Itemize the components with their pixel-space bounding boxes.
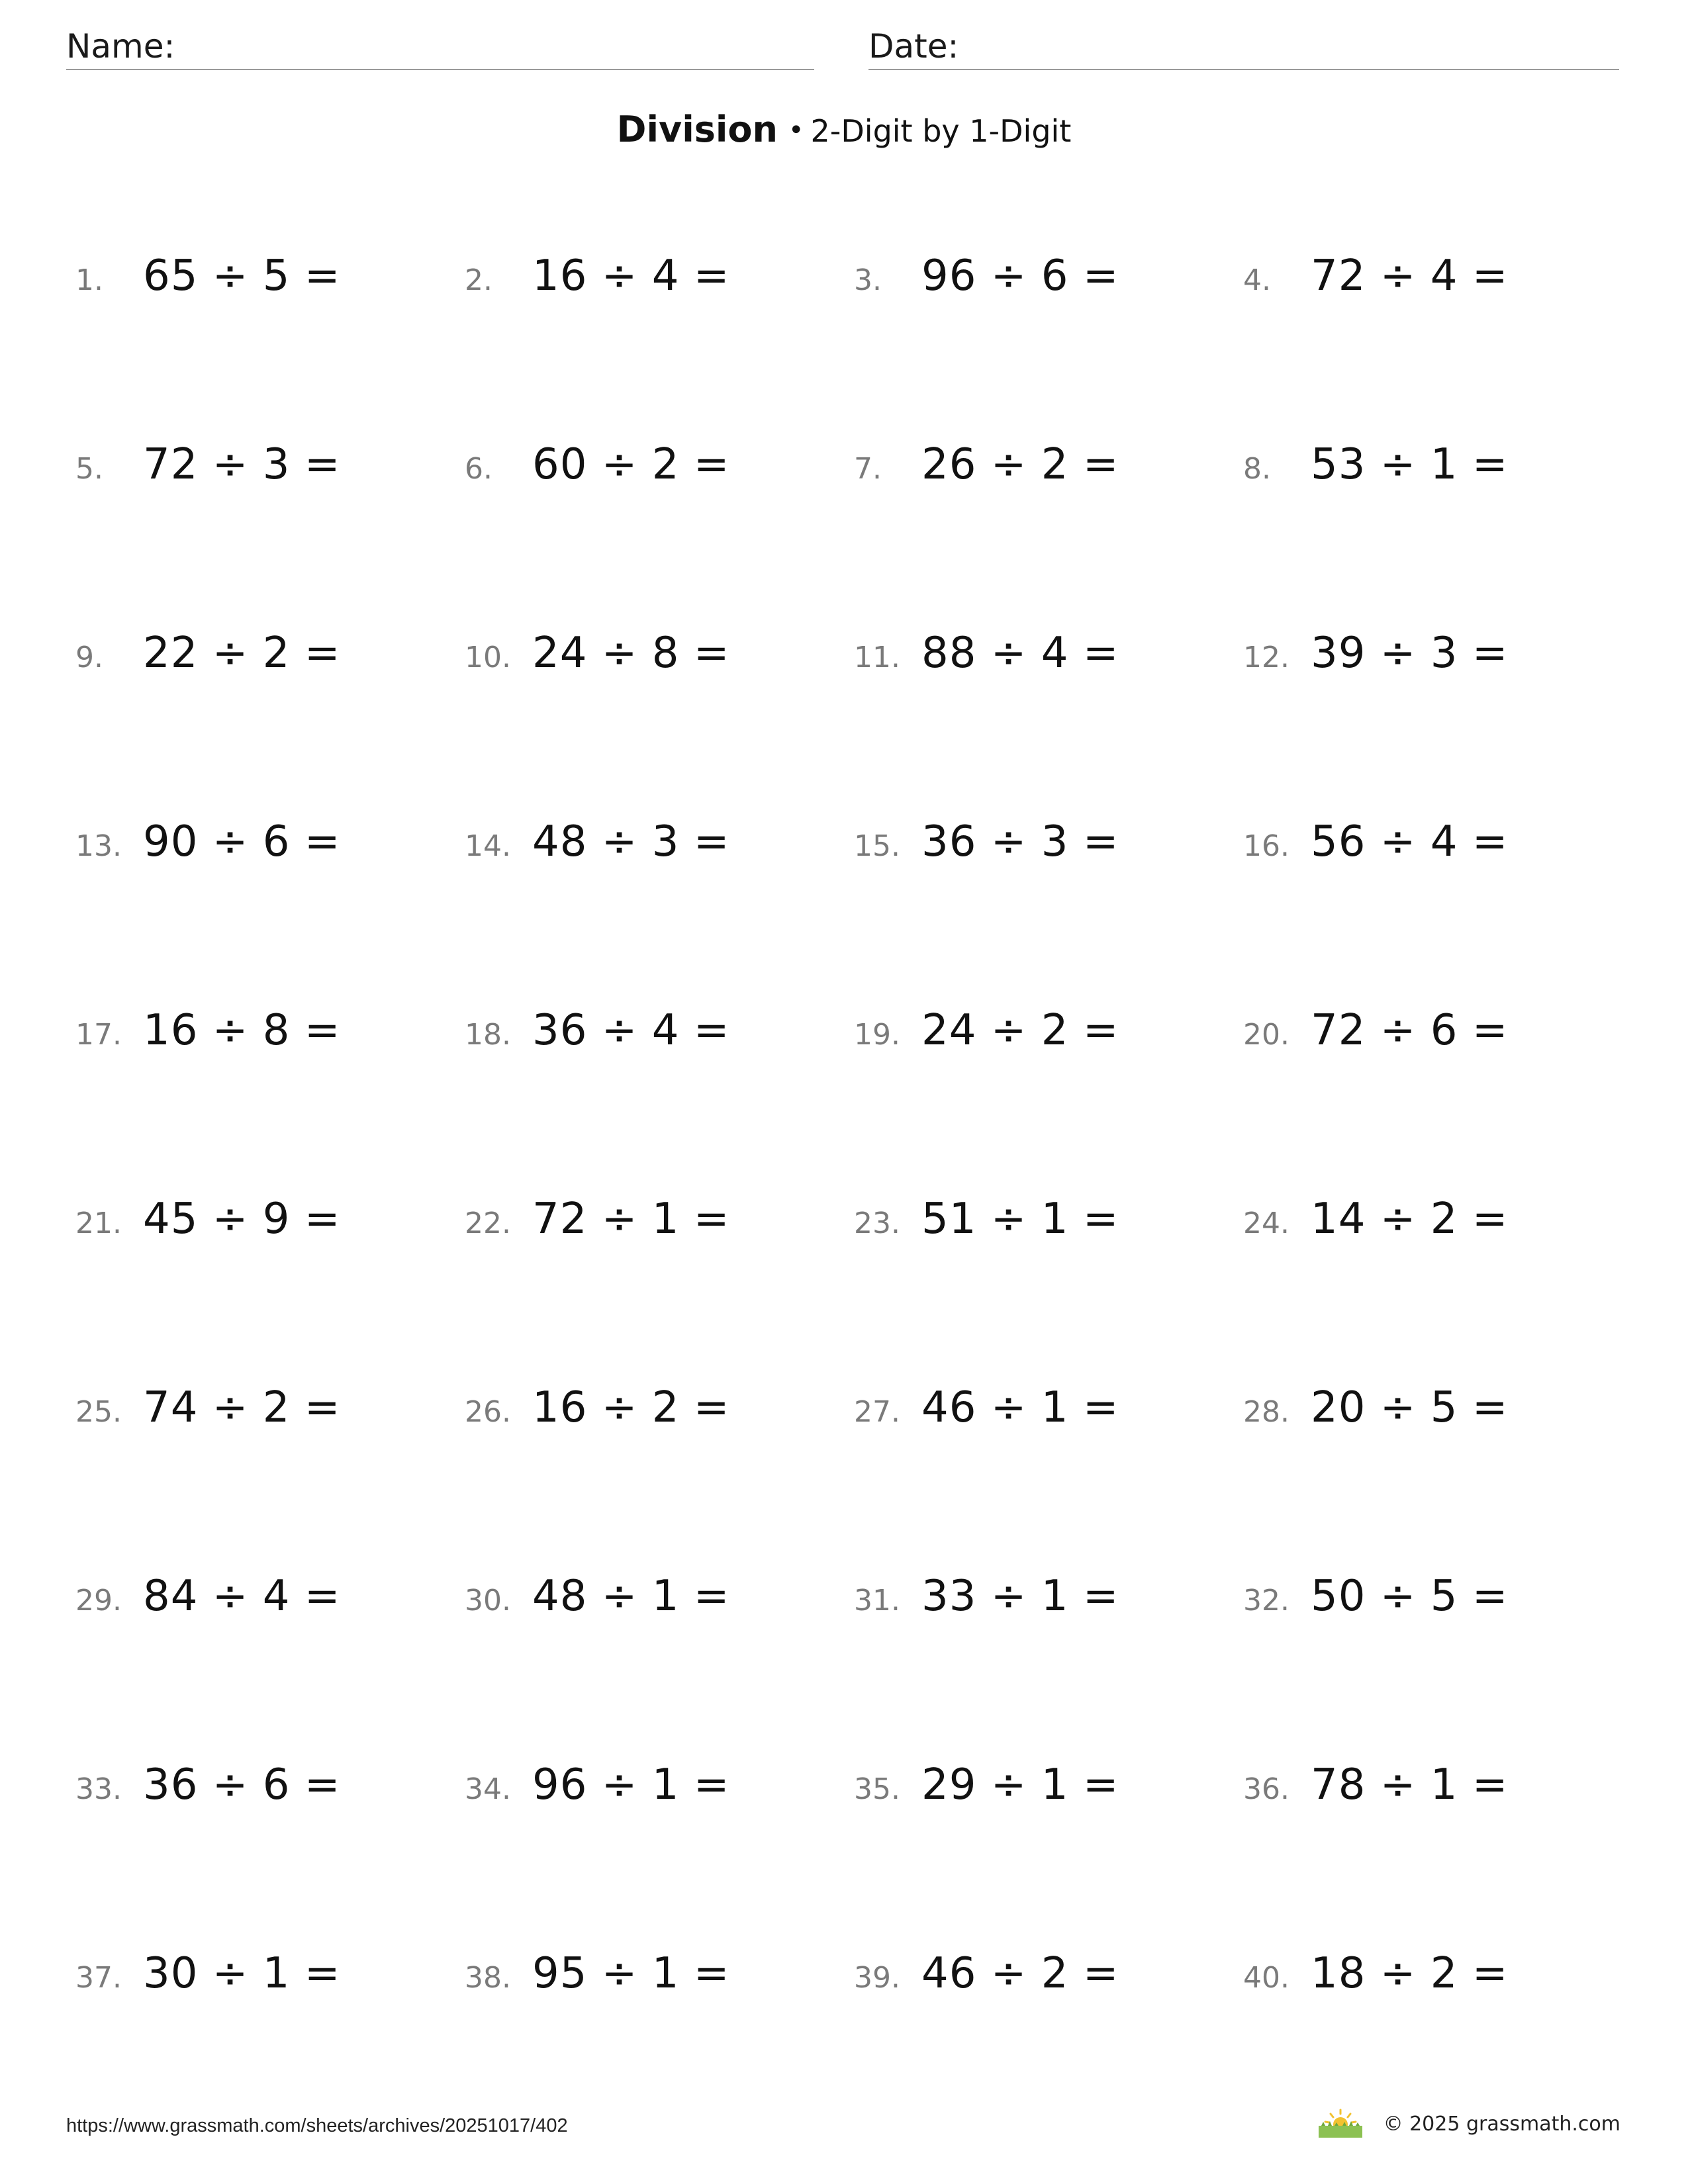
problem-number: 10. — [465, 641, 511, 674]
problem-item — [1243, 629, 1508, 695]
problem-expression: 96 ÷ 6 = — [921, 251, 1119, 300]
problem-item — [465, 1383, 729, 1449]
problem-expression: 46 ÷ 1 = — [921, 1383, 1119, 1432]
problem-item — [75, 1195, 340, 1261]
problem-item — [1243, 1949, 1508, 2015]
problem-number: 40. — [1243, 1961, 1289, 1995]
problem-expression: 46 ÷ 2 = — [921, 1949, 1119, 1998]
problem-number: 39. — [854, 1961, 900, 1995]
problem-expression: 48 ÷ 1 = — [532, 1572, 730, 1621]
problem-expression: 72 ÷ 3 = — [143, 440, 341, 489]
problem-item — [75, 1760, 340, 1827]
problem-item — [75, 1006, 340, 1072]
problem-expression: 16 ÷ 8 = — [143, 1006, 341, 1055]
problem-number: 34. — [465, 1772, 511, 1806]
problem-expression: 74 ÷ 2 = — [143, 1383, 341, 1432]
problem-item — [1243, 1760, 1508, 1827]
problem-expression: 20 ÷ 5 = — [1311, 1383, 1509, 1432]
copyright-text: © 2025 grassmath.com — [1383, 2112, 1620, 2136]
name-field[interactable] — [66, 23, 814, 70]
problem-item — [854, 1006, 1119, 1072]
problem-item — [854, 817, 1119, 884]
problem-number: 32. — [1243, 1584, 1289, 1617]
problem-expression: 88 ÷ 4 = — [921, 629, 1119, 678]
problem-number: 14. — [465, 829, 511, 863]
problem-item — [465, 629, 729, 695]
problem-item — [465, 1949, 729, 2015]
worksheet-title — [0, 106, 1688, 162]
problem-expression: 90 ÷ 6 = — [143, 817, 341, 866]
problem-item — [1243, 1006, 1508, 1072]
problem-number: 38. — [465, 1961, 511, 1995]
title-subtitle: 2-Digit by 1-Digit — [810, 113, 1072, 149]
problem-number: 31. — [854, 1584, 900, 1617]
problem-number: 25. — [75, 1395, 122, 1429]
problem-item — [75, 629, 340, 695]
problem-expression: 16 ÷ 2 = — [532, 1383, 730, 1432]
problem-number: 24. — [1243, 1206, 1289, 1240]
problem-number: 13. — [75, 829, 122, 863]
problem-number: 20. — [1243, 1018, 1289, 1052]
problem-number: 29. — [75, 1584, 122, 1617]
footer-brand — [1317, 2109, 1620, 2139]
problem-expression: 36 ÷ 4 = — [532, 1006, 730, 1055]
problem-item — [75, 1949, 340, 2015]
problem-item — [854, 1195, 1119, 1261]
problem-item — [75, 1383, 340, 1449]
problem-number: 19. — [854, 1018, 900, 1052]
date-field[interactable] — [868, 23, 1619, 70]
problem-expression: 72 ÷ 1 = — [532, 1195, 730, 1244]
problem-expression: 22 ÷ 2 = — [143, 629, 341, 678]
problem-expression: 50 ÷ 5 = — [1311, 1572, 1509, 1621]
problem-expression: 72 ÷ 4 = — [1311, 251, 1509, 300]
problem-number: 7. — [854, 452, 882, 486]
problem-expression: 78 ÷ 1 = — [1311, 1760, 1509, 1809]
problem-item — [75, 817, 340, 884]
problem-expression: 48 ÷ 3 = — [532, 817, 730, 866]
problem-number: 11. — [854, 641, 900, 674]
problem-number: 28. — [1243, 1395, 1289, 1429]
problem-item — [465, 817, 729, 884]
problem-item — [854, 440, 1119, 506]
problem-number: 37. — [75, 1961, 122, 1995]
problem-expression: 51 ÷ 1 = — [921, 1195, 1119, 1244]
problem-expression: 30 ÷ 1 = — [143, 1949, 341, 1998]
problem-item — [854, 1572, 1119, 1638]
problem-expression: 16 ÷ 4 = — [532, 251, 730, 300]
problem-expression: 60 ÷ 2 = — [532, 440, 730, 489]
problem-item — [465, 1572, 729, 1638]
problem-expression: 56 ÷ 4 = — [1311, 817, 1509, 866]
problem-number: 36. — [1243, 1772, 1289, 1806]
problem-number: 18. — [465, 1018, 511, 1052]
problem-expression: 24 ÷ 2 = — [921, 1006, 1119, 1055]
problem-item — [465, 1195, 729, 1261]
problem-expression: 53 ÷ 1 = — [1311, 440, 1509, 489]
problem-expression: 36 ÷ 3 = — [921, 817, 1119, 866]
problem-number: 8. — [1243, 452, 1271, 486]
problem-item — [75, 440, 340, 506]
date-label: Date: — [868, 27, 959, 66]
problem-number: 5. — [75, 452, 103, 486]
problem-number: 3. — [854, 263, 882, 297]
sun-over-grass-icon — [1317, 2109, 1364, 2139]
problem-item — [465, 1006, 729, 1072]
problem-number: 22. — [465, 1206, 511, 1240]
problem-expression: 84 ÷ 4 = — [143, 1572, 341, 1621]
problem-number: 26. — [465, 1395, 511, 1429]
problem-number: 16. — [1243, 829, 1289, 863]
problem-item — [854, 1949, 1119, 2015]
problem-item — [465, 440, 729, 506]
problem-number: 30. — [465, 1584, 511, 1617]
problem-expression: 33 ÷ 1 = — [921, 1572, 1119, 1621]
problem-expression: 95 ÷ 1 = — [532, 1949, 730, 1998]
problem-number: 6. — [465, 452, 492, 486]
problem-number: 23. — [854, 1206, 900, 1240]
problem-item — [1243, 1572, 1508, 1638]
problem-number: 2. — [465, 263, 492, 297]
problem-number: 35. — [854, 1772, 900, 1806]
problem-item — [1243, 1383, 1508, 1449]
problem-expression: 29 ÷ 1 = — [921, 1760, 1119, 1809]
problem-number: 15. — [854, 829, 900, 863]
problem-number: 12. — [1243, 641, 1289, 674]
problem-item — [1243, 251, 1508, 318]
problem-expression: 36 ÷ 6 = — [143, 1760, 341, 1809]
problem-expression: 39 ÷ 3 = — [1311, 629, 1509, 678]
problem-item — [1243, 440, 1508, 506]
problem-expression: 26 ÷ 2 = — [921, 440, 1119, 489]
footer-url[interactable]: https://www.grassmath.com/sheets/archives/20251017/402 — [66, 2115, 568, 2136]
title-separator: • — [788, 115, 804, 146]
problem-expression: 14 ÷ 2 = — [1311, 1195, 1509, 1244]
problem-item — [465, 251, 729, 318]
problem-number: 27. — [854, 1395, 900, 1429]
problem-expression: 96 ÷ 1 = — [532, 1760, 730, 1809]
problem-number: 21. — [75, 1206, 122, 1240]
title-main: Division — [616, 109, 778, 150]
problem-item — [854, 629, 1119, 695]
problem-expression: 45 ÷ 9 = — [143, 1195, 341, 1244]
problem-item — [1243, 1195, 1508, 1261]
problem-item — [1243, 817, 1508, 884]
problem-number: 4. — [1243, 263, 1271, 297]
problem-expression: 18 ÷ 2 = — [1311, 1949, 1509, 1998]
problem-number: 1. — [75, 263, 103, 297]
problem-expression: 24 ÷ 8 = — [532, 629, 730, 678]
problem-number: 17. — [75, 1018, 122, 1052]
problem-expression: 65 ÷ 5 = — [143, 251, 341, 300]
problem-item — [854, 1760, 1119, 1827]
problem-item — [465, 1760, 729, 1827]
problem-item — [75, 1572, 340, 1638]
problem-item — [75, 251, 340, 318]
problem-item — [854, 1383, 1119, 1449]
problem-number: 33. — [75, 1772, 122, 1806]
problem-item — [854, 251, 1119, 318]
name-label: Name: — [66, 27, 175, 66]
problem-expression: 72 ÷ 6 = — [1311, 1006, 1509, 1055]
problem-number: 9. — [75, 641, 103, 674]
